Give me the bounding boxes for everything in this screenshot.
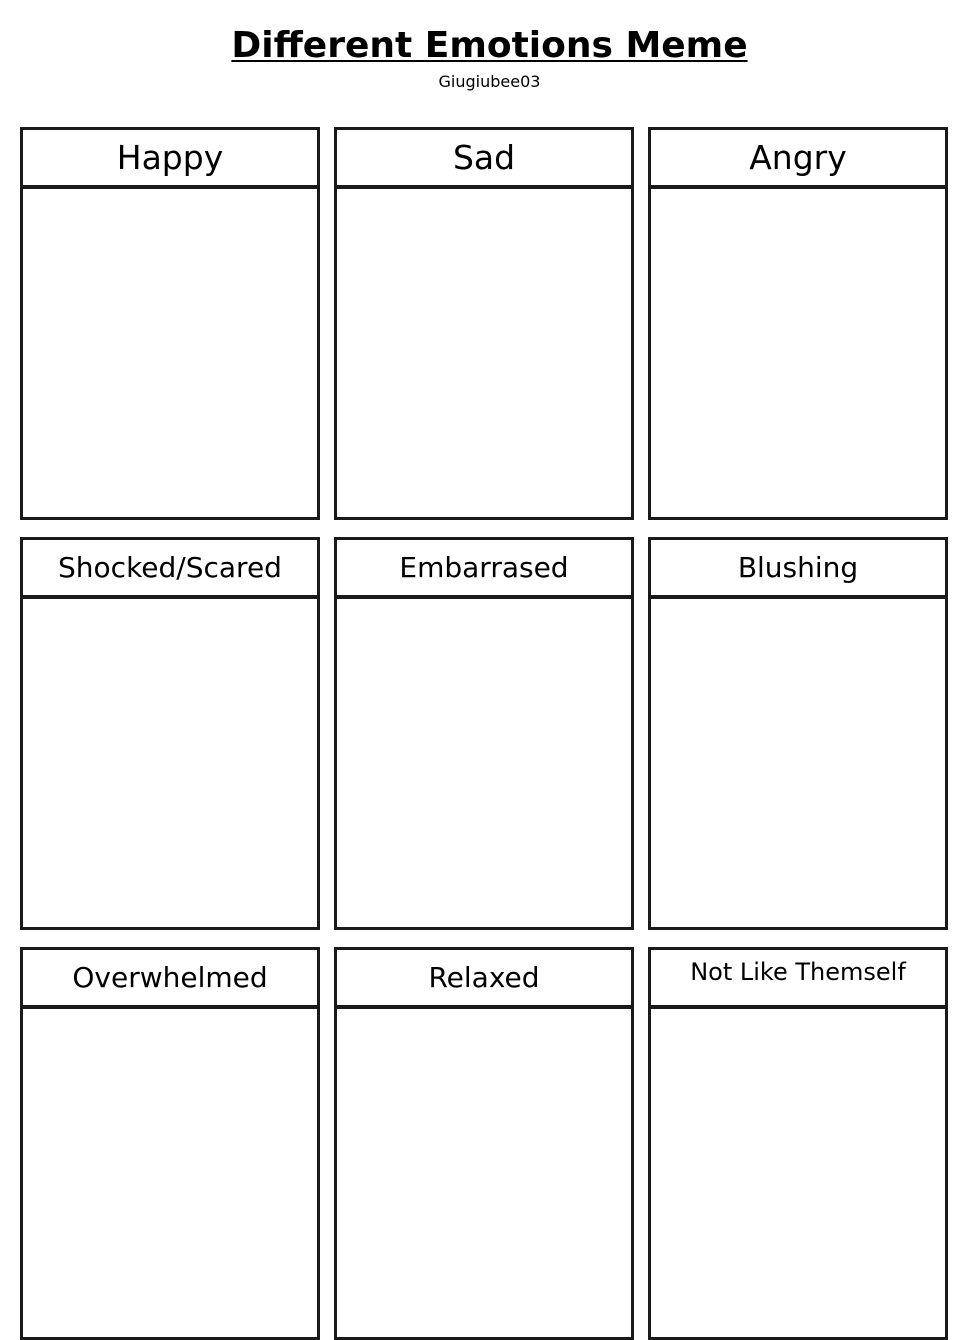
- drawing-area: [651, 1009, 945, 1337]
- panel-label: Not Like Themself: [651, 950, 945, 1009]
- author-credit: Giugiubee03: [438, 72, 541, 91]
- panel-relaxed: [334, 947, 634, 1340]
- panel-label: Blushing: [651, 540, 945, 599]
- drawing-area: [337, 1009, 631, 1337]
- panel-label: Overwhelmed: [23, 950, 317, 1009]
- panel-blushing: [648, 537, 948, 930]
- panel-label: Angry: [651, 130, 945, 189]
- drawing-area: [651, 189, 945, 517]
- panel-embarrased: [334, 537, 634, 930]
- panel-sad: [334, 127, 634, 520]
- drawing-area: [337, 189, 631, 517]
- panel-overwhelmed: [20, 947, 320, 1340]
- panel-angry: [648, 127, 948, 520]
- drawing-area: [23, 599, 317, 927]
- drawing-area: [337, 599, 631, 927]
- panel-happy: [20, 127, 320, 520]
- drawing-area: [23, 189, 317, 517]
- panel-label: Sad: [337, 130, 631, 189]
- panel-label: Embarrased: [337, 540, 631, 599]
- meme-title: Different Emotions Meme: [231, 25, 748, 66]
- panel-label: Relaxed: [337, 950, 631, 1009]
- panel-not-like-themself: [648, 947, 948, 1340]
- drawing-area: [23, 1009, 317, 1337]
- panel-label: Shocked/Scared: [23, 540, 317, 599]
- panel-label: Happy: [23, 130, 317, 189]
- panel-shocked-scared: [20, 537, 320, 930]
- emotion-grid: [20, 127, 948, 1340]
- drawing-area: [651, 599, 945, 927]
